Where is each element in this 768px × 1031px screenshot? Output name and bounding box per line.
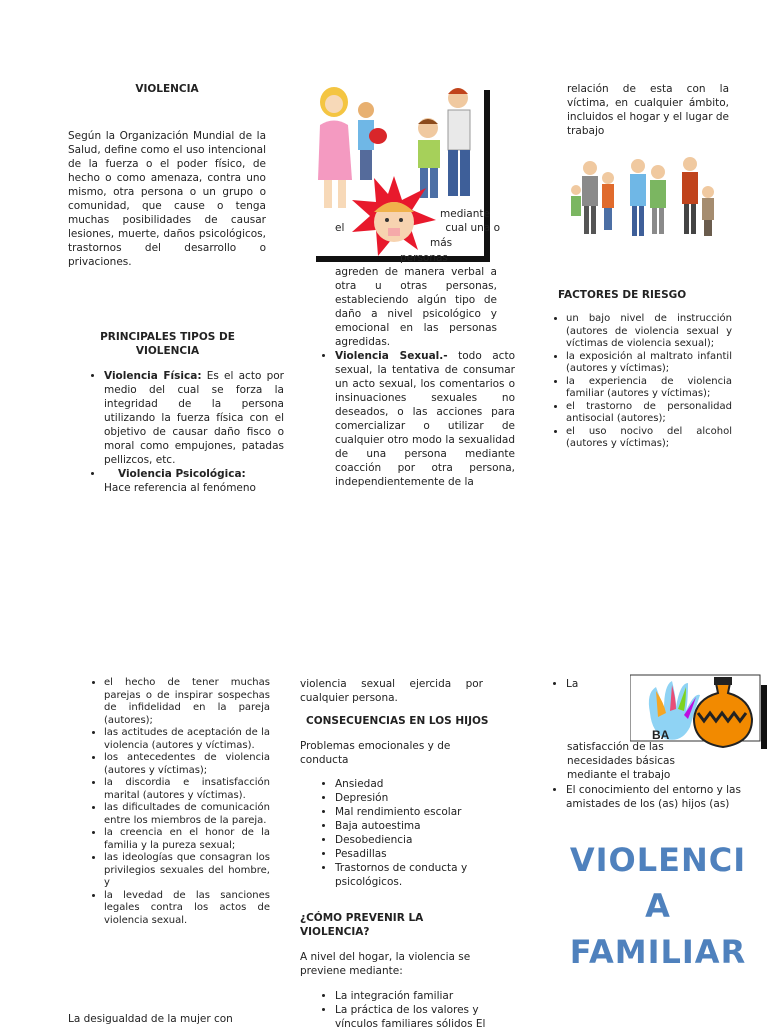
risk-list: [548, 313, 732, 451]
risk-item: • la experiencia de violencia familiar (autores y víctimas);: [566, 376, 732, 401]
risk-item: • la discordia e insatisfacción marital (autores y víctimas).: [104, 777, 270, 802]
consequence-item: • Baja autoestima: [335, 819, 510, 833]
prevent-title: ¿CÓMO PREVENIR LA VIOLENCIA?: [300, 912, 424, 938]
risk-item: • los antecedentes de violencia (autores y víctimas);: [104, 752, 270, 777]
consequences-intro: Problemas emocionales y de conducta: [300, 740, 451, 766]
sexual-label: Violencia Sexual.-: [335, 350, 448, 362]
risk-item: • un bajo nivel de instrucción (autores de violencia sexual y víctimas de violencia sexual);: [566, 313, 732, 351]
sexual-final-continuation: violencia sexual ejercida por cualquier persona.: [300, 678, 483, 704]
cual-una-fragment: cual una o: [445, 222, 500, 234]
prevent-item: • El conocimiento del entorno y las amistades de los (as) hijos (as): [566, 783, 748, 811]
risk-item: • las actitudes de aceptación de la violencia (autores y víctimas).: [104, 727, 270, 752]
prevent-intro: A nivel del hogar, la violencia se previene mediante:: [300, 951, 471, 977]
psico-label: Violencia Psicológica:: [118, 468, 246, 480]
psicologica-continuation: agreden de manera verbal a otra u otras personas, estableciendo algún tipo de daño a nivel psicológico y emocional en las personas agredidas.: [335, 266, 497, 348]
big-title-line: A: [645, 887, 671, 925]
family-argument-illustration: [568, 152, 718, 240]
prevent-list-continued-a: [548, 677, 596, 691]
risk-item: • el trastorno de personalidad antisocial (autores);: [566, 401, 732, 426]
risk-title: FACTORES DE RIESGO: [558, 289, 687, 301]
el-fragment: el: [335, 222, 345, 234]
risk-list-continued: [86, 677, 270, 927]
psico-text: Hace referencia al fenómeno: [104, 482, 256, 494]
satisfaccion-text: satisfacción de las necesidades básicas mediante el trabajo: [567, 741, 675, 781]
risk-item: • las dificultades de comunicación entre los miembros de la pareja.: [104, 802, 270, 827]
types-list: [86, 369, 284, 495]
risk-item: • el hecho de tener muchas parejas o de inspirar sospechas de infidelidad en la pareja (autores);: [104, 677, 270, 727]
big-title-line: FAMILIAR: [569, 933, 747, 971]
prevent-item: • La práctica de los valores y vínculos familiares sólidos El: [335, 1003, 515, 1031]
consequences-list: [317, 777, 510, 889]
brochure-big-title: [560, 837, 756, 975]
consequence-item: • Desobediencia: [335, 833, 510, 847]
risk-item: • el uso nocivo del alcohol (autores y víctimas);: [566, 426, 732, 451]
risk-item: • las ideologías que consagran los privilegios sexuales del hombre, y: [104, 852, 270, 890]
consequences-title: CONSECUENCIAS EN LOS HIJOS: [306, 715, 489, 727]
big-title-line: VIOLENCI: [569, 841, 747, 879]
risk-item: • la levedad de las sanciones legales contra los actos de violencia sexual.: [104, 890, 270, 928]
definition-paragraph: Según la Organización Mundial de la Salud, define como el uso intencional de la fuerza o el poder físico, de hecho o como amenaza, contra uno mismo, otra persona o un grupo o comunidad, que cause o tenga muchas posibilidades de causar lesiones, muerte, daños psicológicos, trastornos del desarrollo o privaciones.: [68, 130, 266, 268]
consequence-item: • Mal rendimiento escolar: [335, 805, 510, 819]
title-violencia: VIOLENCIA: [135, 83, 199, 95]
prevent-item-la: • La: [566, 677, 596, 691]
risk-item: • la exposición al maltrato infantil (autores y víctimas);: [566, 351, 732, 376]
consequence-item: • Depresión: [335, 791, 510, 805]
types-title: PRINCIPALES TIPOS DE VIOLENCIA: [100, 331, 235, 357]
mediante-fragment: mediante: [440, 208, 490, 220]
type-sexual: [335, 349, 515, 489]
fisica-label: Violencia Física:: [104, 370, 202, 382]
personas-fragment: personas: [400, 252, 448, 264]
type-fisica: [104, 369, 284, 467]
consequence-item: • Trastornos de conducta y psicológicos.: [335, 861, 510, 889]
sexual-text: todo acto sexual, la tentativa de consumar un acto sexual, los comentarios o insinuaciones sexuales no deseados, o las acciones para comercializar o utilizar de cualquier otro modo la sexualidad de una persona mediante coacción por otra persona, independientemente de la: [335, 350, 515, 488]
prevent-list: [317, 989, 515, 1031]
sexual-continuation: relación de esta con la víctima, en cualquier ámbito, incluidos el hogar y el lugar de trabajo: [567, 83, 729, 137]
prevent-list-continued-b: [548, 783, 748, 811]
sexual-list: [317, 349, 515, 489]
mas-fragment: más: [430, 237, 453, 249]
desigualdad-line: La desigualdad de la mujer con: [68, 1013, 233, 1025]
fisica-text: Es el acto por medio del cual se forza la integridad de la persona utilizando la fuerza física con el objetivo de causar daño fisco o moral como empujones, patadas pellizcos, etc.: [104, 370, 284, 466]
consequence-item: • Pesadillas: [335, 847, 510, 861]
prevent-item: • La integración familiar: [335, 989, 515, 1003]
type-psicologica: [104, 467, 284, 495]
consequence-item: • Ansiedad: [335, 777, 510, 791]
risk-item: • la creencia en el honor de la familia y la pureza sexual;: [104, 827, 270, 852]
stop-text: BA: [652, 728, 670, 742]
